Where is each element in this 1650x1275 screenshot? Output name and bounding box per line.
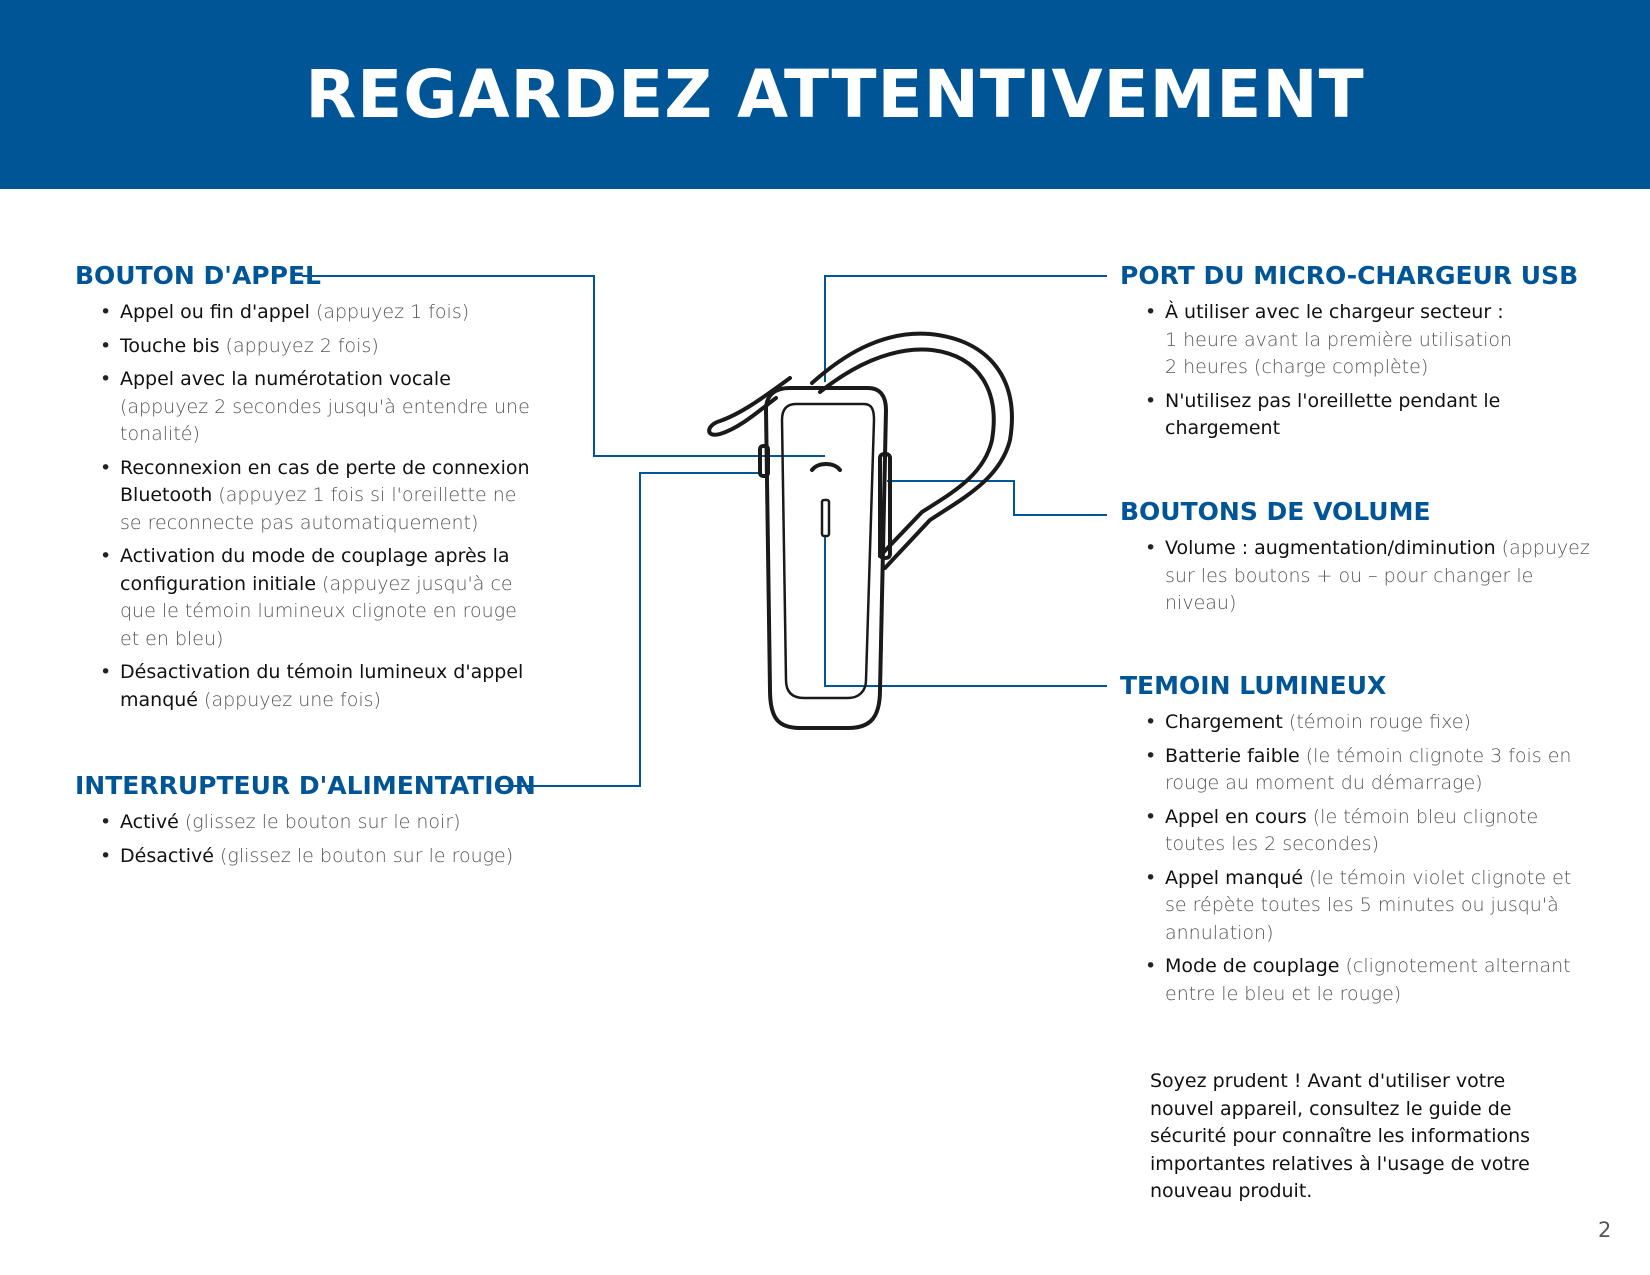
- item-note: (appuyez une fois): [198, 688, 381, 711]
- item-line: 1 heure avant la première utilisation: [1165, 328, 1513, 351]
- item-line: 2 heures (charge complète): [1165, 356, 1429, 378]
- list-item: [1165, 804, 1590, 859]
- power-switch-shape: [760, 446, 768, 476]
- item-bold: Activé: [120, 811, 179, 833]
- leader-line-usb-port: [825, 276, 1107, 382]
- item-note: (appuyez jusqu'à ce que le témoin lumineux clignote en rouge et en bleu): [120, 572, 517, 650]
- indicator-light-list: [1120, 709, 1590, 1008]
- list-item: [1165, 953, 1590, 1008]
- power-switch-section: [75, 771, 535, 876]
- headset-body: [766, 388, 886, 728]
- item-note: (appuyez 1 fois): [309, 301, 470, 323]
- ear-hook-inner: [820, 350, 994, 556]
- item-bold: Chargement: [1165, 711, 1283, 733]
- power-switch-heading: INTERRUPTEUR D'ALIMENTATION: [75, 771, 536, 800]
- indicator-light-section: [1120, 671, 1590, 1014]
- item-bold: À utiliser avec le chargeur secteur :: [1165, 301, 1504, 323]
- safety-note: Soyez prudent ! Avant d'utiliser votre nouvel appareil, consultez le guide de sécurité pour connaître les informations importantes relatives à l'usage de votre nouveau produit.: [1150, 1070, 1531, 1202]
- volume-list: [1120, 535, 1590, 618]
- page-number: 2: [1598, 1218, 1612, 1242]
- item-bold: Mode de couplage: [1165, 955, 1340, 977]
- list-item: [120, 333, 535, 361]
- call-button-heading: BOUTON D'APPEL: [75, 261, 321, 290]
- call-button-list: [75, 299, 535, 714]
- list-item: [120, 455, 535, 538]
- item-note: (appuyez 2 secondes jusqu'à entendre une tonalité): [120, 395, 530, 445]
- volume-section: [1120, 497, 1590, 624]
- leader-line-power-switch: [497, 473, 762, 786]
- leader-line-volume: [887, 481, 1107, 515]
- item-bold: Appel manqué: [1165, 866, 1304, 889]
- list-item: [1165, 865, 1590, 948]
- leader-line-indicator: [825, 535, 1107, 686]
- item-note: (clignotement alternant entre le bleu et le rouge): [1165, 955, 1571, 1005]
- list-item: [1165, 299, 1590, 382]
- phone-icon: [812, 464, 840, 470]
- item-note: (glissez le bouton sur le rouge): [213, 844, 514, 867]
- item-note: (glissez le bouton sur le noir): [178, 811, 461, 833]
- clip-arm: [709, 378, 790, 435]
- item-bold: Appel avec la numérotation vocale: [120, 368, 451, 390]
- list-item: [1165, 709, 1590, 737]
- item-bold: Touche bis: [120, 334, 220, 357]
- item-note: (appuyez 2 fois): [219, 334, 379, 357]
- item-bold: Appel en cours: [1165, 805, 1307, 828]
- item-bold: Volume : augmentation/diminution: [1165, 537, 1496, 559]
- call-button-section: [75, 261, 535, 720]
- item-bold: N'utilisez pas l'oreillette pendant le chargement: [1165, 389, 1501, 439]
- volume-heading: BOUTONS DE VOLUME: [1120, 497, 1431, 526]
- item-note: (le témoin violet clignote et se répète toutes les 5 minutes ou jusqu'à annulation): [1165, 866, 1572, 944]
- usb-port-heading: PORT DU MICRO-CHARGEUR USB: [1120, 261, 1579, 290]
- item-bold: Désactivation du témoin lumineux d'appel manqué: [120, 661, 524, 711]
- list-item: [120, 543, 535, 653]
- item-note: (le témoin bleu clignote toutes les 2 secondes): [1165, 805, 1539, 855]
- headset-drawing: [709, 334, 1012, 728]
- list-item: [1165, 535, 1590, 618]
- list-item: [120, 659, 535, 714]
- indicator-light-shape: [822, 500, 829, 536]
- page-title: REGARDEZ ATTENTIVEMENT: [305, 56, 1365, 133]
- item-bold: Batterie faible: [1165, 744, 1300, 767]
- item-note: (le témoin clignote 3 fois en rouge au moment du démarrage): [1165, 744, 1572, 794]
- usb-port-list: [1120, 299, 1590, 443]
- list-item: [120, 366, 535, 449]
- header-banner: [0, 0, 1650, 189]
- list-item: [120, 809, 535, 837]
- item-note: (témoin rouge fixe): [1282, 711, 1471, 733]
- item-note: (appuyez sur les boutons + ou – pour changer le niveau): [1165, 537, 1590, 614]
- usb-port-section: [1120, 261, 1590, 449]
- list-item: [120, 299, 535, 327]
- item-bold: Activation du mode de couplage après la configuration initiale: [120, 545, 510, 595]
- item-bold: Appel ou fin d'appel: [120, 301, 310, 323]
- ear-hook: [812, 334, 1012, 568]
- item-bold: Reconnexion en cas de perte de connexion Bluetooth: [120, 456, 530, 506]
- item-bold: Désactivé: [120, 844, 214, 867]
- list-item: [1165, 743, 1590, 798]
- item-note: (appuyez 1 fois si l'oreillette ne se reconnecte pas automatiquement): [120, 484, 517, 534]
- indicator-light-heading: TEMOIN LUMINEUX: [1120, 671, 1387, 700]
- list-item: [1165, 388, 1590, 443]
- headset-face: [782, 404, 874, 698]
- list-item: [120, 843, 535, 871]
- power-switch-list: [75, 809, 535, 870]
- volume-button-shape: [880, 454, 890, 558]
